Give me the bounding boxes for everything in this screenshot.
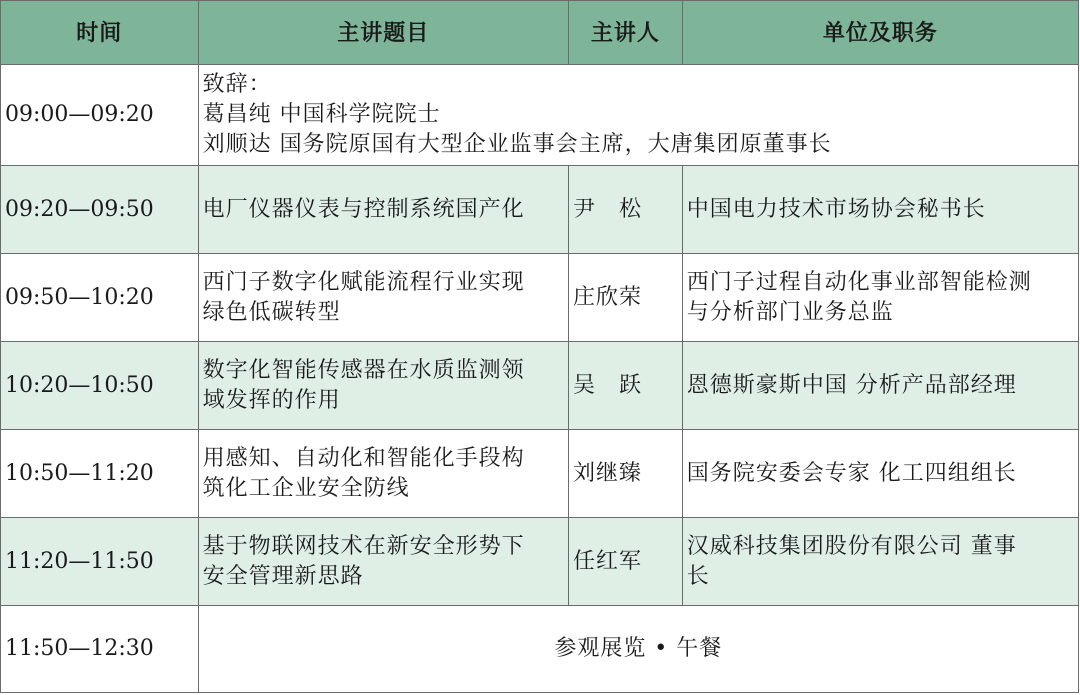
time-cell: 09:50—10:20	[1, 254, 199, 342]
topic-cell	[198, 342, 568, 430]
time-cell: 11:50—12:30	[1, 606, 199, 693]
table-row	[1, 430, 1079, 518]
topic-cell	[198, 254, 568, 342]
topic-line: 电厂仪器仪表与控制系统国产化	[202, 196, 525, 222]
unit-line: 汉威科技集团股份有限公司 董事	[686, 533, 1017, 559]
speaker-cell: 庄欣荣	[568, 254, 682, 342]
time-cell: 10:50—11:20	[1, 430, 199, 518]
topic-cell	[198, 430, 568, 518]
topic-cell	[198, 518, 568, 606]
speaker-cell: 吴 跃	[568, 342, 682, 430]
table-row	[1, 518, 1079, 606]
header-row	[1, 1, 1079, 65]
speaker-cell: 任红军	[568, 518, 682, 606]
unit-line: 中国电力技术市场协会秘书长	[686, 196, 986, 222]
unit-line: 恩德斯豪斯中国 分析产品部经理	[686, 372, 1017, 398]
topic-line: 西门子数字化赋能流程行业实现	[202, 269, 525, 295]
speaker-cell: 刘继臻	[568, 430, 682, 518]
break-cell: 参观展览 • 午餐	[198, 606, 1078, 693]
time-cell: 10:20—10:50	[1, 342, 199, 430]
opening-remarks-cell	[198, 65, 1078, 166]
topic-line: 数字化智能传感器在水质监测领	[202, 357, 525, 383]
table-row	[1, 254, 1079, 342]
topic-line: 筑化工企业安全防线	[202, 475, 410, 501]
topic-line: 域发挥的作用	[202, 387, 341, 413]
topic-line: 安全管理新思路	[202, 563, 364, 589]
remarks-line: 葛昌纯 中国科学院院士	[202, 102, 441, 127]
unit-cell	[682, 166, 1078, 254]
time-cell: 09:00—09:20	[1, 65, 199, 166]
table-row	[1, 606, 1079, 693]
topic-line: 用感知、自动化和智能化手段构	[202, 445, 525, 471]
unit-line: 西门子过程自动化事业部智能检测	[686, 269, 1032, 295]
speaker-cell: 尹 松	[568, 166, 682, 254]
unit-cell	[682, 518, 1078, 606]
time-cell: 11:20—11:50	[1, 518, 199, 606]
header-topic: 主讲题目	[198, 1, 568, 65]
remarks-line: 致辞：	[202, 72, 272, 97]
unit-line: 国务院安委会专家 化工四组组长	[686, 460, 1017, 486]
header-speaker: 主讲人	[568, 1, 682, 65]
unit-cell	[682, 254, 1078, 342]
remarks-line: 刘顺达 国务院原国有大型企业监事会主席，大唐集团原董事长	[202, 132, 832, 157]
table-row	[1, 65, 1079, 166]
topic-cell	[198, 166, 568, 254]
header-time: 时间	[1, 1, 199, 65]
unit-cell	[682, 430, 1078, 518]
topic-line: 基于物联网技术在新安全形势下	[202, 533, 525, 559]
unit-cell	[682, 342, 1078, 430]
header-unit: 单位及职务	[682, 1, 1078, 65]
time-cell: 09:20—09:50	[1, 166, 199, 254]
unit-line: 与分析部门业务总监	[686, 299, 894, 325]
table-row	[1, 166, 1079, 254]
unit-line: 长	[686, 563, 710, 589]
table-row	[1, 342, 1079, 430]
table-header	[1, 1, 1079, 65]
topic-line: 绿色低碳转型	[202, 299, 341, 325]
